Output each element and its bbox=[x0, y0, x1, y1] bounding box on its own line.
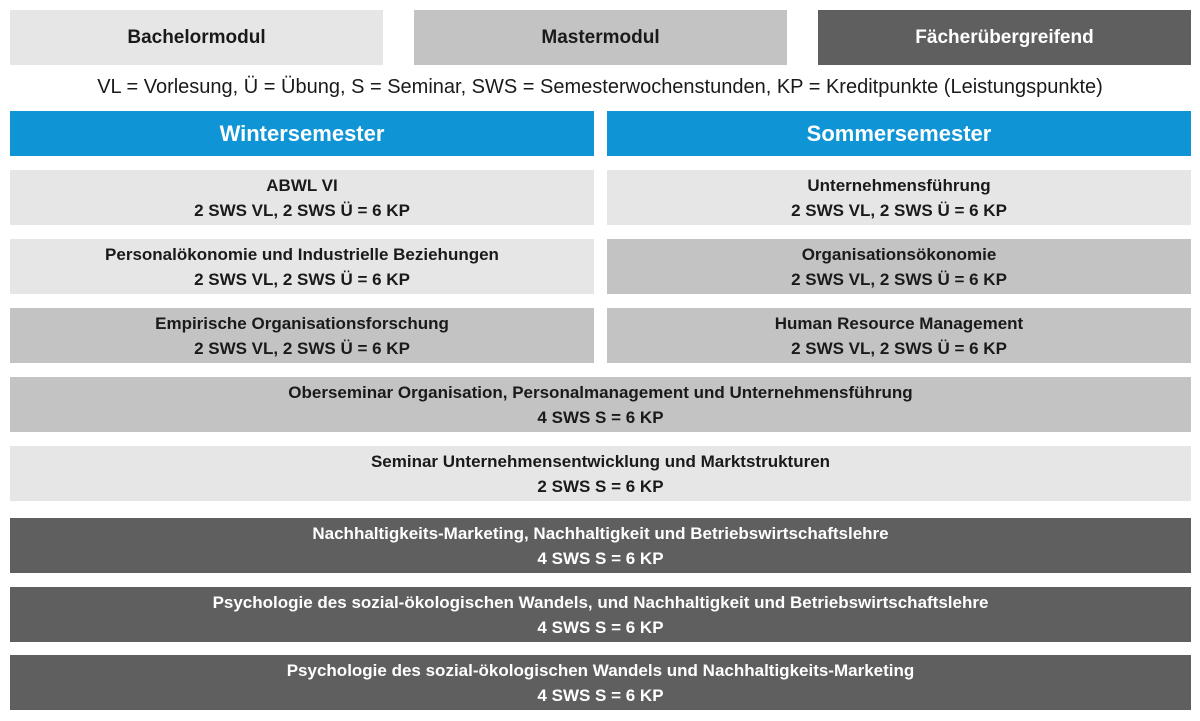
module-credits: 2 SWS S = 6 KP bbox=[537, 476, 664, 496]
legend-bachelor-label: Bachelormodul bbox=[127, 27, 266, 48]
module-credits: 2 SWS VL, 2 SWS Ü = 6 KP bbox=[791, 338, 1007, 358]
module-credits: 2 SWS VL, 2 SWS Ü = 6 KP bbox=[791, 200, 1007, 220]
module-unternehmensfuehrung bbox=[607, 170, 1191, 225]
legend-bachelor-tile bbox=[10, 10, 383, 65]
module-title: Oberseminar Organisation, Personalmanagement und Unternehmensführung bbox=[288, 382, 913, 402]
module-credits: 2 SWS VL, 2 SWS Ü = 6 KP bbox=[194, 338, 410, 358]
module-title: Nachhaltigkeits-Marketing, Nachhaltigkeit und Betriebswirtschaftslehre bbox=[312, 523, 889, 543]
legend-cross-label: Fächerübergreifend bbox=[915, 27, 1094, 48]
module-title: Seminar Unternehmensentwicklung und Marktstrukturen bbox=[370, 451, 831, 471]
module-title: Human Resource Management bbox=[774, 313, 1024, 333]
winter-semester-header bbox=[10, 111, 594, 156]
module-credits: 2 SWS VL, 2 SWS Ü = 6 KP bbox=[194, 200, 410, 220]
legend-master-label: Mastermodul bbox=[541, 27, 660, 48]
module-title: Psychologie des sozial-ökologischen Wandels, und Nachhaltigkeit und Betriebswirtschaftslehre bbox=[212, 592, 989, 612]
winter-semester-label: Wintersemester bbox=[219, 121, 385, 146]
module-psychologie-nachhaltigkeit-bwl bbox=[10, 587, 1191, 642]
module-title: Empirische Organisationsforschung bbox=[155, 313, 449, 333]
summer-semester-label: Sommersemester bbox=[806, 121, 992, 146]
module-title: Personalökonomie und Industrielle Beziehungen bbox=[105, 244, 499, 264]
abbreviation-legend: VL = Vorlesung, Ü = Übung, S = Seminar, SWS = Semesterwochenstunden, KP = Kreditpunkte (Leistungspunkte) bbox=[97, 76, 1103, 98]
module-nachhaltigkeits-marketing bbox=[10, 518, 1191, 573]
module-credits: 4 SWS S = 6 KP bbox=[537, 685, 664, 705]
module-empirische-organisationsforschung bbox=[10, 308, 594, 363]
module-title: Psychologie des sozial-ökologischen Wandels und Nachhaltigkeits-Marketing bbox=[286, 660, 915, 680]
legend-master-tile bbox=[414, 10, 787, 65]
module-personaloekonomie bbox=[10, 239, 594, 294]
module-title: Organisationsökonomie bbox=[801, 244, 997, 264]
module-seminar-unternehmensentwicklung bbox=[10, 446, 1191, 501]
module-credits: 4 SWS S = 6 KP bbox=[537, 407, 664, 427]
module-human-resource-management bbox=[607, 308, 1191, 363]
module-oberseminar bbox=[10, 377, 1191, 432]
module-title: Unternehmensführung bbox=[807, 175, 991, 195]
module-title: ABWL VI bbox=[266, 175, 338, 195]
module-credits: 2 SWS VL, 2 SWS Ü = 6 KP bbox=[791, 269, 1007, 289]
module-credits: 2 SWS VL, 2 SWS Ü = 6 KP bbox=[194, 269, 410, 289]
module-credits: 4 SWS S = 6 KP bbox=[537, 617, 664, 637]
module-credits: 4 SWS S = 6 KP bbox=[537, 548, 664, 568]
legend-cross-tile bbox=[818, 10, 1191, 65]
module-abwl bbox=[10, 170, 594, 225]
summer-semester-header bbox=[607, 111, 1191, 156]
module-organisationsoekonomie bbox=[607, 239, 1191, 294]
module-psychologie-nachhaltigkeits-marketing bbox=[10, 655, 1191, 710]
